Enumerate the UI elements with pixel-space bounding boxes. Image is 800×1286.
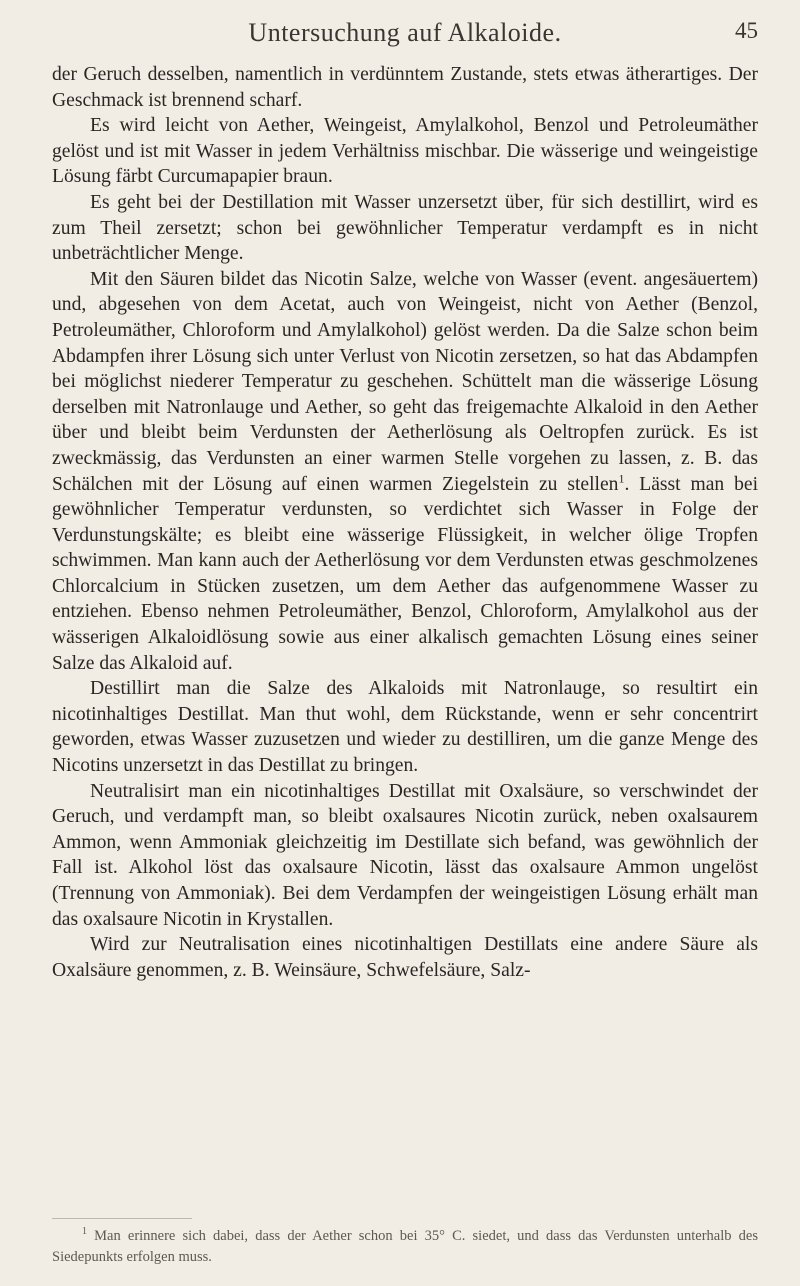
page-number: 45 [735, 18, 758, 43]
paragraph: Es geht bei der Destillation mit Wasser unzersetzt über, für sich destillirt, wird es zum Theil zersetzt; schon bei gewöhnlicher Temperatur verdampft es in nicht unbeträchtlicher Menge. [52, 191, 758, 265]
footnote-marker: 1 [82, 1226, 87, 1238]
footnote-divider [52, 1218, 192, 1219]
paragraph [52, 267, 758, 677]
footnote-text: Man erinnere sich dabei, dass der Aether schon bei 35° C. siedet, und dass das Verdunsten unterhalb des Siedepunkts erfolgen muss. [52, 1228, 758, 1265]
paragraph: Es wird leicht von Aether, Weingeist, Amylalkohol, Benzol und Petroleumäther gelöst und ist mit Wasser in jedem Verhältniss mischbar. Die wässerige und weingeistige Lösung färbt Curcumapapier braun. [52, 115, 758, 188]
running-head: Untersuchung auf Alkaloide. [248, 18, 562, 47]
paragraph: Wird zur Neutralisation eines nicotinhaltigen Destillats eine andere Säure als Oxalsäure genommen, z. B. Weinsäure, Schwefelsäure, Salz- [52, 934, 758, 981]
footnote-reference: 1 [618, 470, 625, 485]
paragraph-text: Mit den Säuren bildet das Nicotin Salze, welche von Wasser (event. angesäuertem) und, abgesehen von dem Acetat, auch von Weingeist, nicht von Aether (Benzol, Petroleumäther, Chloroform und Amylalkohol) gelöst werden. Da die Salze schon beim Abdampfen ihrer Lösung sich unter Verlust von Nicotin zersetzen, so hat das Abdampfen bei möglichst niederer Temperatur zu geschehen. Schüttelt man die wässerige Lösung derselben mit Natronlauge und Aether, so geht das freigemachte Alkaloid in den Aether über und bleibt beim Verdunsten der Aetherlösung als Oeltropfen zurück. Es ist zweckmässig, das Verdunsten an einer warmen Stelle vorgehen zu lassen, z. B. das Schälchen mit der Lösung auf einen warmen Ziegelstein zu stellen [52, 268, 758, 495]
paragraph: der Geruch desselben, namentlich in verdünntem Zustande, stets etwas ätherartiges. Der Geschmack ist brennend scharf. [52, 64, 758, 111]
paragraph: Destillirt man die Salze des Alkaloids mit Natronlauge, so resultirt ein nicotinhaltiges Destillat. Man thut wohl, dem Rückstande, wenn er sehr concentrirt geworden, etwas Wasser zuzusetzen und wieder zu destilliren, um die ganze Menge des Nicotins unzersetzt in das Destillat zu bringen. [52, 678, 758, 777]
footnote [52, 1226, 758, 1268]
paragraph: Neutralisirt man ein nicotinhaltiges Destillat mit Oxalsäure, so verschwindet der Geruch, und verdampft man, so bleibt oxalsaures Nicotin zurück, neben oxalsaurem Ammon, wenn Ammoniak gleichzeitig im Destillate sich befand, was gewöhnlich der Fall ist. Alkohol löst das oxalsaure Nicotin, lässt das oxalsaure Ammon ungelöst (Trennung von Ammoniak). Bei dem Verdampfen der weingeistigen Lösung erhält man das oxalsaure Nicotin in Krystallen. [52, 780, 758, 930]
paragraph-text: . Lässt man bei gewöhnlicher Temperatur verdunsten, so verdichtet sich Wasser in Folge der Verdunstungskälte; es bleibt eine wässerige Flüssigkeit, in welcher ölige Tropfen schwimmen. Man kann auch der Aetherlösung vor dem Verdunsten etwas geschmolzenes Chlorcalcium in Stücken zusetzen, um dem Aether das aufgenommene Wasser zu entziehen. Ebenso nehmen Petroleumäther, Benzol, Chloroform, Amylalkohol aus der wässerigen Alkaloidlösung sowie aus einer alkalisch gemachten Lösung eines seiner Salze das Alkaloid auf. [52, 473, 759, 674]
page-header [52, 18, 758, 58]
body-text [52, 62, 758, 983]
